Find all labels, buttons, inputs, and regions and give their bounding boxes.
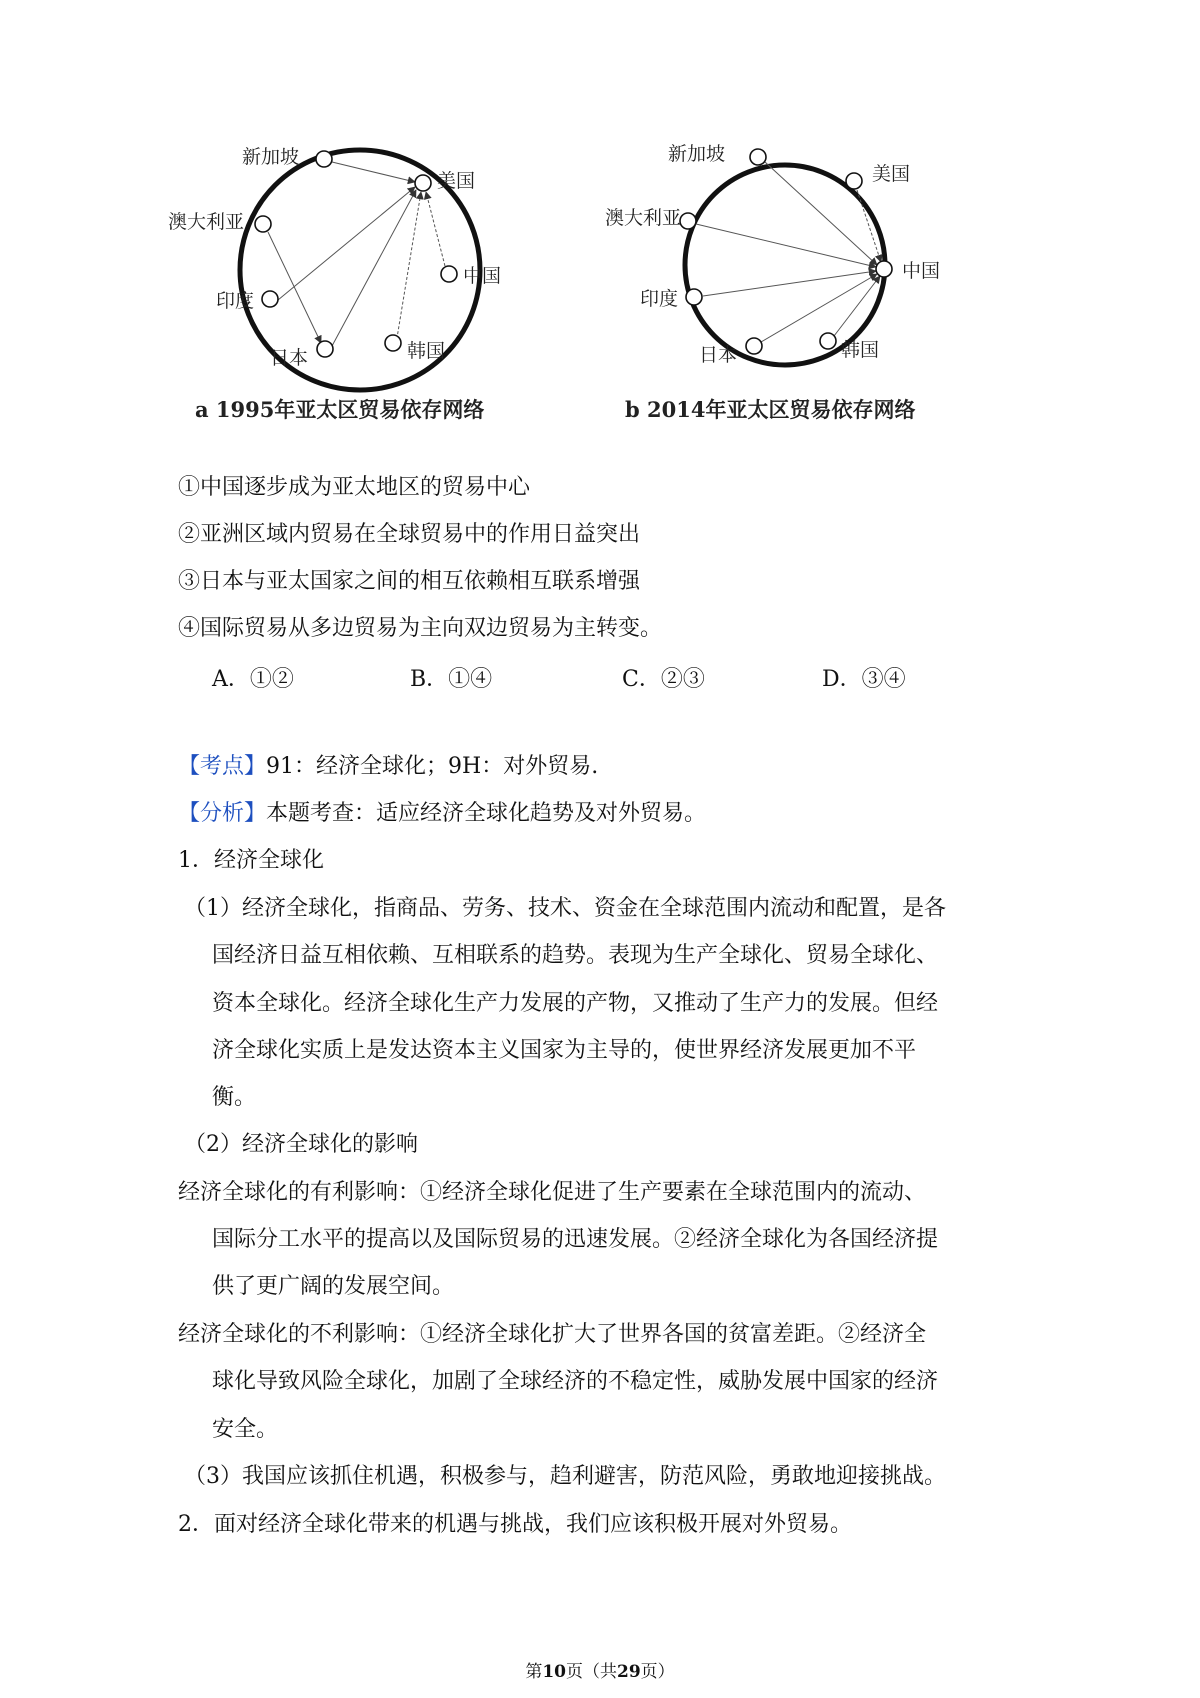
node-australia [680, 213, 696, 229]
node-india [262, 291, 278, 307]
network-ring [685, 165, 885, 365]
statement-2: ②亚洲区域内贸易在全球贸易中的作用日益突出 [178, 522, 641, 547]
node-usa [415, 175, 431, 191]
label-korea: 韩国 [407, 340, 446, 362]
label-japan: 日本 [270, 347, 309, 369]
label-china: 中国 [463, 265, 502, 287]
label-singapore: 新加坡 [668, 143, 726, 165]
label-usa: 美国 [437, 170, 476, 192]
node-korea [820, 333, 836, 349]
arrow-japan-to-usa [332, 190, 416, 346]
body-line: （1）经济全球化，指商品、劳务、技术、资金在全球范围内流动和配置，是各 [184, 896, 946, 921]
option-c: C．②③ [622, 667, 705, 692]
label-japan: 日本 [699, 344, 738, 366]
arrow-india-to-usa [278, 187, 415, 300]
body-line: 资本全球化。经济全球化生产力发展的产物，又推动了生产力的发展。但经 [212, 991, 939, 1016]
node-korea [385, 335, 401, 351]
diagram-2014-svg [605, 140, 1060, 460]
label-singapore: 新加坡 [242, 146, 300, 168]
fenxi-text: 本题考查：适应经济全球化趋势及对外贸易。 [266, 801, 707, 826]
arrow-australia-to-japan [268, 232, 321, 343]
label-india: 印度 [216, 290, 255, 312]
body-line: 球化导致风险全球化，加剧了全球经济的不稳定性，威胁发展中国家的经济 [212, 1369, 939, 1394]
arrow-australia-to-china [696, 224, 876, 267]
label-usa: 美国 [872, 163, 911, 185]
fenxi-line [178, 802, 706, 826]
option-b: B．①④ [410, 667, 493, 692]
node-singapore [750, 149, 766, 165]
body-line: 经济全球化的有利影响：①经济全球化促进了生产要素在全球范围内的流动、 [178, 1180, 927, 1205]
body-line: 济全球化实质上是发达资本主义国家为主导的，使世界经济发展更加不平 [212, 1038, 917, 1063]
label-australia: 澳大利亚 [605, 207, 682, 229]
statement-4: ④国际贸易从多边贸易为主向双边贸易为主转变。 [178, 616, 663, 641]
diagram-1995-svg [160, 140, 560, 460]
statement-3: ③日本与亚太国家之间的相互依赖相互联系增强 [178, 569, 641, 594]
kaodian-text: 91：经济全球化；9H：对外贸易. [266, 754, 599, 779]
body-line: （2）经济全球化的影响 [184, 1132, 418, 1157]
option-d: D．③④ [822, 667, 906, 692]
node-china [441, 266, 457, 282]
diagram-caption-1995: a 1995年亚太区贸易依存网络 [195, 397, 485, 422]
footer-total-pages: 29 [617, 1662, 641, 1682]
footer-page-number: 10 [542, 1662, 566, 1682]
body-line: （3）我国应该抓住机遇，积极参与，趋利避害，防范风险，勇敢地迎接挑战。 [184, 1464, 946, 1489]
node-japan [746, 338, 762, 354]
node-usa [846, 173, 862, 189]
kaodian-line [178, 755, 598, 779]
section-heading-2: 2．面对经济全球化带来的机遇与挑战，我们应该积极开展对外贸易。 [178, 1512, 852, 1537]
label-china: 中国 [902, 260, 941, 282]
arrow-china-to-usa [426, 192, 445, 266]
node-india [686, 289, 702, 305]
footer-mid: 页（共 [566, 1662, 617, 1682]
node-australia [255, 216, 271, 232]
section-heading-1: 1．经济全球化 [178, 848, 324, 873]
label-india: 印度 [640, 288, 679, 310]
fenxi-tag: 【分析】 [178, 801, 267, 826]
body-line: 供了更广阔的发展空间。 [212, 1274, 455, 1299]
label-korea: 韩国 [841, 339, 880, 361]
body-line: 衡。 [212, 1085, 257, 1110]
option-a: A．①② [212, 667, 294, 692]
label-australia: 澳大利亚 [168, 211, 245, 233]
page-footer [0, 1657, 1200, 1682]
node-singapore [316, 151, 332, 167]
node-japan [317, 341, 333, 357]
footer-prefix: 第 [525, 1662, 543, 1682]
diagram-caption-2014: b 2014年亚太区贸易依存网络 [625, 397, 916, 422]
body-line: 经济全球化的不利影响：①经济全球化扩大了世界各国的贫富差距。②经济全 [178, 1322, 927, 1347]
trade-network-diagram-2014 [605, 140, 1060, 460]
arrow-korea-to-china [834, 276, 880, 336]
footer-suffix: 页） [640, 1662, 675, 1682]
arrow-singapore-to-usa [332, 162, 415, 182]
arrow-korea-to-usa [396, 192, 421, 344]
statement-1: ①中国逐步成为亚太地区的贸易中心 [178, 475, 531, 500]
kaodian-tag: 【考点】 [178, 754, 267, 779]
body-line: 国经济日益互相依赖、互相联系的趋势。表现为生产全球化、贸易全球化、 [212, 943, 939, 968]
body-line: 安全。 [212, 1417, 279, 1442]
node-china [876, 261, 892, 277]
trade-network-diagram-1995 [160, 140, 560, 460]
arrow-india-to-china [703, 271, 876, 296]
body-line: 国际分工水平的提高以及国际贸易的迅速发展。②经济全球化为各国经济提 [212, 1227, 939, 1252]
